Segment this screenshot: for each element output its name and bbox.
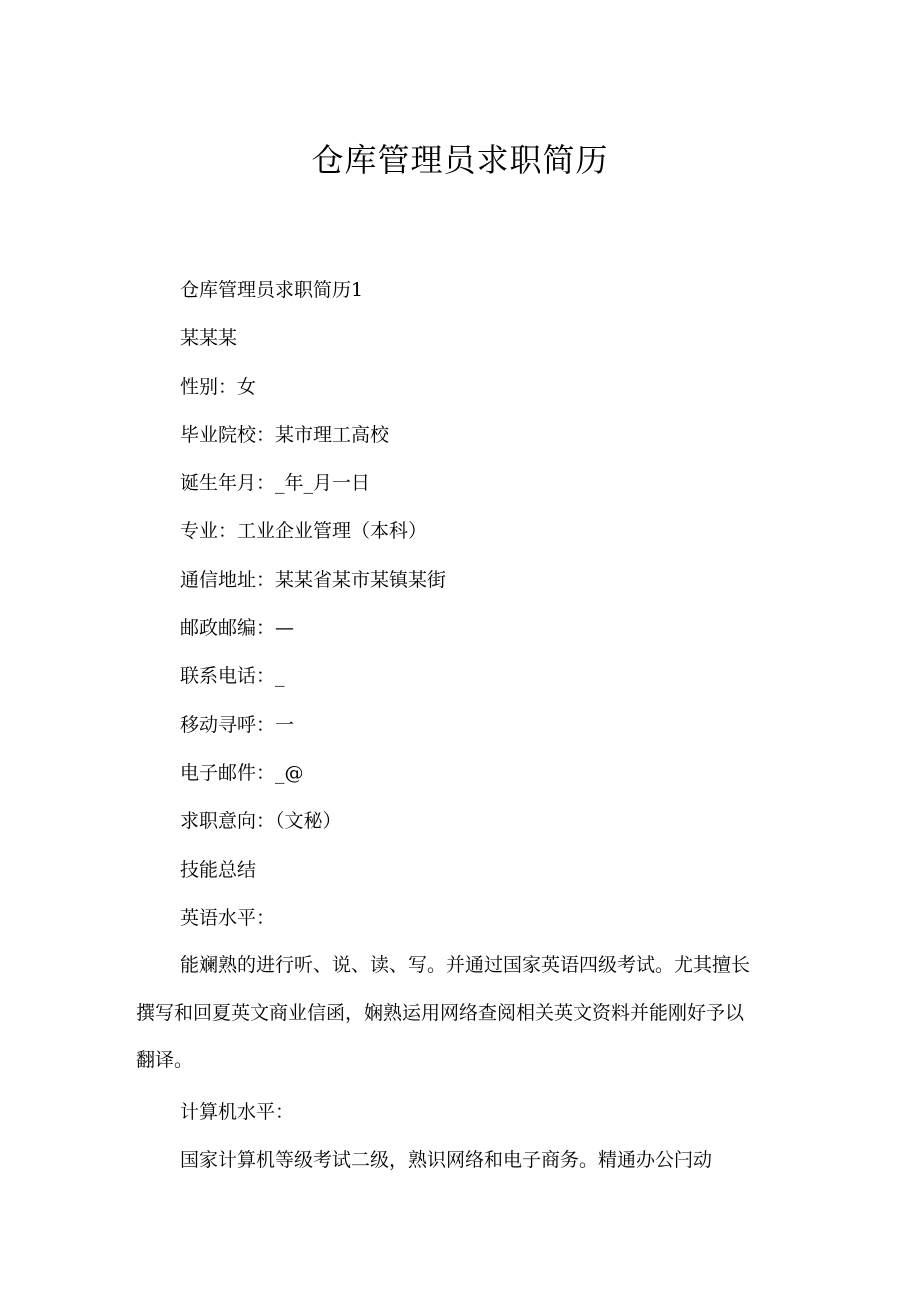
major-line: 专业：工业企业管理（本科） [180,520,428,543]
applicant-name: 某某某 [180,327,238,350]
english-paragraph-line: 能斓熟的进行听、说、读、写。并通过国家英语四级考试。尤其擅长 [180,954,751,977]
computer-level-heading: 计算机水平： [180,1100,295,1123]
english-paragraph-line: 撰写和回夏英文商业信函，娴熟运用网络查阅相关英文资料并能刚好予以 [136,1001,745,1024]
computer-paragraph: 国家计算机等级考试二级，熟识网络和电子商务。精通办公闩动 [180,1148,713,1171]
birth-date-line: 诞生年月：_年_月一日 [180,472,371,495]
job-intention-line: 求职意向：（文秘） [180,810,342,833]
english-paragraph-line: 翻译。 [136,1049,194,1072]
phone-line: 联系电话：_ [180,665,285,688]
document-title: 仓库管理员求职简历 [311,141,609,179]
gender-line: 性别：女 [180,375,257,398]
resume-heading: 仓库管理员求职简历1 [180,279,364,301]
address-line: 通信地址：某某省某市某镇某街 [180,568,447,591]
postal-code-line: 邮政邮编：— [180,617,295,640]
english-paragraph [136,942,786,1085]
document-body [136,266,790,1184]
english-level-heading: 英语水平： [180,906,276,929]
school-line: 毕业院校：某市理工高校 [180,423,390,446]
email-line: 电子邮件：_@ [180,761,304,784]
pager-line: 移动寻呼：一 [180,713,295,736]
skills-summary-heading: 技能总结 [180,858,257,881]
